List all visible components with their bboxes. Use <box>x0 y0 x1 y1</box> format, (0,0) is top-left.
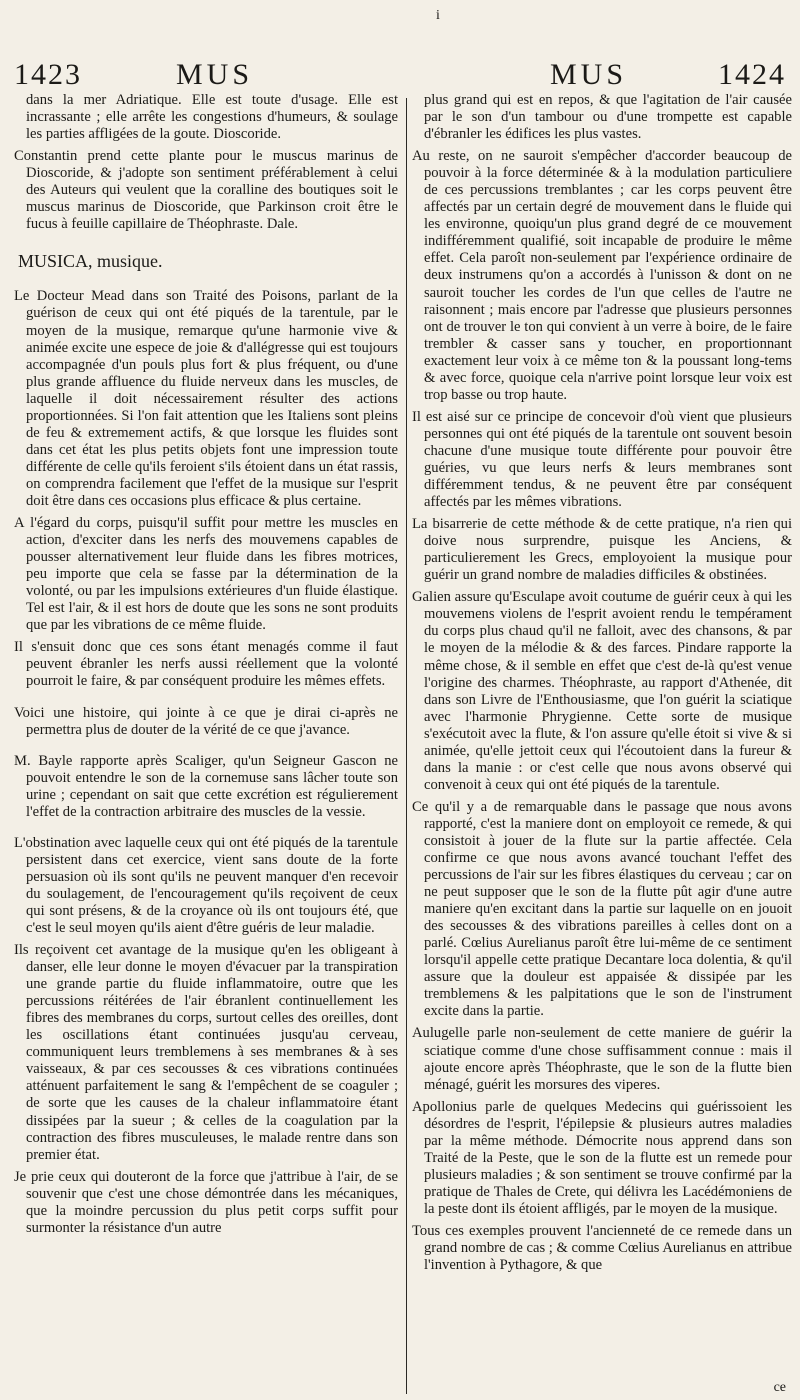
paragraph: Constantin prend cette plante pour le muscus marinus de Dioscoride, & j'adopte son sentiment préférablement à celui des Auteurs qui veulent que la coralline des boutiques soit le muscus marinus de Dioscoride, que Parkinson croit être le fucus à feuille capillaire de Théophraste. Dale. <box>14 148 398 233</box>
page-number-left: 1423 <box>14 58 82 91</box>
paragraph: Je prie ceux qui douteront de la force que j'attribue à l'air, de se souvenir que c'est une chose démontrée dans les mécaniques, que la moindre percussion du plus petit corps suffit pour surmonter la résistance d'un autre <box>14 1168 398 1236</box>
paragraph: Tous ces exemples prouvent l'ancienneté de ce remede dans un grand nombre de cas ; & comme Cœlius Aurelianus en attribue l'invention à Pythagore, & que <box>412 1223 792 1274</box>
running-header <box>14 58 786 94</box>
paragraph: Au reste, on ne sauroit s'empêcher d'accorder beaucoup de pouvoir à la force déterminée & à la modulation particuliere de ces percussions tremblantes ; car les corps peuvent être affectés par un certain degré de mouvement dans le fluide qui les environne, quoiqu'un plus grand degré de ce mouvement indifféremment qualifié, soit incapable de produire le même effet. Cela paroît non-seulement par l'expérience ordinaire de deux instrumens qu'on a accordés à l'unisson & dont on ne sauroit toucher les cordes de l'un que celles de l'autre ne raisonnent ; mais encore par l'adresse que plusieurs personnes ont de trouver le ton qui convient à un verre à boire, de le faire trembler & casser sans y toucher, en proportionnant exactement leur voix à ce même ton & la poussant long-tems & avec force, quoique cela n'arrive point lorsque leur voix est trop basse ou trop haute. <box>412 148 792 403</box>
page-number-right: 1424 <box>718 58 786 91</box>
top-mark: i <box>436 8 440 23</box>
column-divider <box>406 98 407 1394</box>
paragraph: Voici une histoire, qui jointe à ce que je dirai ci-après ne permettra plus de douter de la vérité de ce que j'avance. <box>14 704 398 738</box>
paragraph: dans la mer Adriatique. Elle est toute d'usage. Elle est incrassante ; elle arrête les congestions d'humeurs, & soulage les parties affligées de la goute. Dioscoride. <box>26 92 398 143</box>
paragraph: Galien assure qu'Esculape avoit coutume de guérir ceux à qui les mouvemens violens de l'esprit avoient rendu le tempérament du corps plus chaud qu'il ne falloit, avec des chansons, & par le moyen de la mélodie & & des farces. Pindare rapporte la même chose, & il semble en effet que c'est de-là qu'est venue l'origine des charmes. Théophraste, au rapport d'Athenée, dit dans son Livre de l'Enthousiasme, que l'on guérit la sciatique avec l'harmonie Phrygienne. Cette sorte de musique s'exécutoit avec la flute, & l'on assure qu'elle étoit si vive & si animée, qu'elle jettoit ceux qui l'écoutoient dans la fureur & dans la manie : or c'est celle que nous avons observé qui convenoit à ceux qui ont été piqués de la tarentule. <box>412 589 792 793</box>
paragraph: Ce qu'il y a de remarquable dans le passage que nous avons rapporté, c'est la maniere dont on employoit ce remede, & qui consistoit à jouer de la flute sur la partie affectée. Cela confirme ce que nous avons avancé touchant l'effet des percussions de l'air sur les fibres élastiques du cerveau ; car on ne peut supposer que le son de la flutte pût agir d'une autre maniere qu'en excitant dans la partie sur laquelle on en jouoit des secousses & des vibrations pareilles à celles dont on a parlé. Cœlius Aurelianus paroît être lui-même de ce sentiment lorsqu'il appelle cette pratique Decantare loca dolentia, & qu'il assure que la douleur est appaisée & dissipée par les tremblemens & les palpitations que le son de l'instrument excite dans la partie. <box>412 798 792 1020</box>
paragraph: Il s'ensuit donc que ces sons étant menagés comme il faut peuvent ébranler les nerfs aussi réellement que la volonté pourroit le faire, & par conséquent produire les mêmes effets. <box>14 639 398 690</box>
headword-right: MUS <box>550 58 628 91</box>
paragraph: La bisarrerie de cette méthode & de cette pratique, n'a rien qui doive nous surprendre, puisque les Anciens, & particulierement les Grecs, employoient la musique pour guérir un grand nombre de maladies difficiles & obstinées. <box>412 516 792 584</box>
paragraph: plus grand qui est en repos, & que l'agitation de l'air causée par le son d'un tambour ou d'une trompette est capable d'ébranler les édifices les plus vastes. <box>424 92 792 143</box>
paragraph: Le Docteur Mead dans son Traité des Poisons, parlant de la guérison de ceux qui ont été piqués de la tarentule, par le moyen de la musique, remarque qu'une harmonie vive & animée excite une espece de joie & d'allégresse qui est toujours accompagnée d'un pouls plus fort & plus fréquent, ou d'une plus grande affluence du fluide nerveux dans les muscles, de laquelle il doit nécessairement résulter des actions proportionnées. Si l'on fait attention que les Italiens sont pleins de feu & extremement actifs, & que lorsque les fluides sont dans cet état les plus petits objets font une impression toute différente de celle qu'ils feroient s'ils étoient dans un état rassis, on comprendra facilement que l'effet de la musique sur l'esprit doit être dans ces occasions plus efficace & plus certaine. <box>14 288 398 509</box>
paragraph: A l'égard du corps, puisqu'il suffit pour mettre les muscles en action, d'exciter dans les nerfs des mouvemens capables de pousser alternativement leur fluide dans les fibres motrices, peu importe que cela se fasse par la détermination de la volonté, ou par les impulsions extérieures d'un fluide élastique. Tel est l'air, & il est hors de doute que les sons ne sont produits que par les vibrations de ce même fluide. <box>14 515 398 634</box>
paragraph: M. Bayle rapporte après Scaliger, qu'un Seigneur Gascon ne pouvoit entendre le son de la cornemuse sans lâcher toute son urine ; cependant on sait que cette excrétion est régulierement l'effet de la contraction arbitraire des muscles de la vessie. <box>14 752 398 820</box>
entry-heading: MUSICA, musique. <box>18 251 163 272</box>
paragraph: Ils reçoivent cet avantage de la musique qu'en les obligeant à danser, elle leur donne le moyen d'évacuer par la transpiration une grande partie du fluide inflammatoire, outre que les percussions réitérées de l'air ébranlent continuellement les fibres des membranes du corps, surtout celles des oreilles, dont les oscillations étant continuées jusqu'au cerveau, communiquent leurs tremblemens à ses membranes & à ses vaisseaux, & par ces secousses & ces vibrations continuées atténuent parfaitement le sang & l'empêchent de se coaguler ; de sorte que les causes de la chaleur inflammatoire étant dissipées par la sueur ; & celles de la coagulation par la contraction des fibres musculeuses, le malade rentre dans son premier état. <box>14 942 398 1163</box>
paragraph: L'obstination avec laquelle ceux qui ont été piqués de la tarentule persistent dans cet exercice, vient sans doute de la forte persuasion où ils sont qu'ils ne peuvent manquer d'en recevoir du soulagement, de l'encouragement qu'ils reçoivent de ceux qui sont présens, & de la croyance où ils ont toujours été, que c'est le seul moyen qu'ils aient d'être guéris de leur maladie. <box>14 834 398 937</box>
paragraph: Aulugelle parle non-seulement de cette maniere de guérir la sciatique comme d'une chose suffisamment connue : mais il ajoute encore après Théophraste, que le son de la flutte bien ménagé, guérit les morsures des viperes. <box>412 1025 792 1093</box>
left-column <box>14 92 398 1242</box>
catchword: ce <box>773 1380 786 1395</box>
right-column <box>412 92 792 1279</box>
headword-left: MUS <box>176 58 254 91</box>
paragraph: Apollonius parle de quelques Medecins qui guérissoient les désordres de l'esprit, l'épilepsie & plusieurs autres maladies par la même méthode. Démocrite nous apprend dans son Traité de la Peste, que le son de la flutte est un remede pour plusieurs maladies ; & son sentiment se trouve confirmé par la pratique de Thales de Crete, qui délivra les Lacédémoniens de la peste dont ils étoient affligés, par le moyen de la musique. <box>412 1098 792 1217</box>
paragraph: Il est aisé sur ce principe de concevoir d'où vient que plusieurs personnes qui ont été piqués de la tarentule ont souvent besoin chacune d'une musique toute différente pour pouvoir être guéries, vu que leurs nerfs & leurs membranes sont différemment tendus, & ne peuvent être par conséquent affectés par les mêmes vibrations. <box>412 408 792 511</box>
